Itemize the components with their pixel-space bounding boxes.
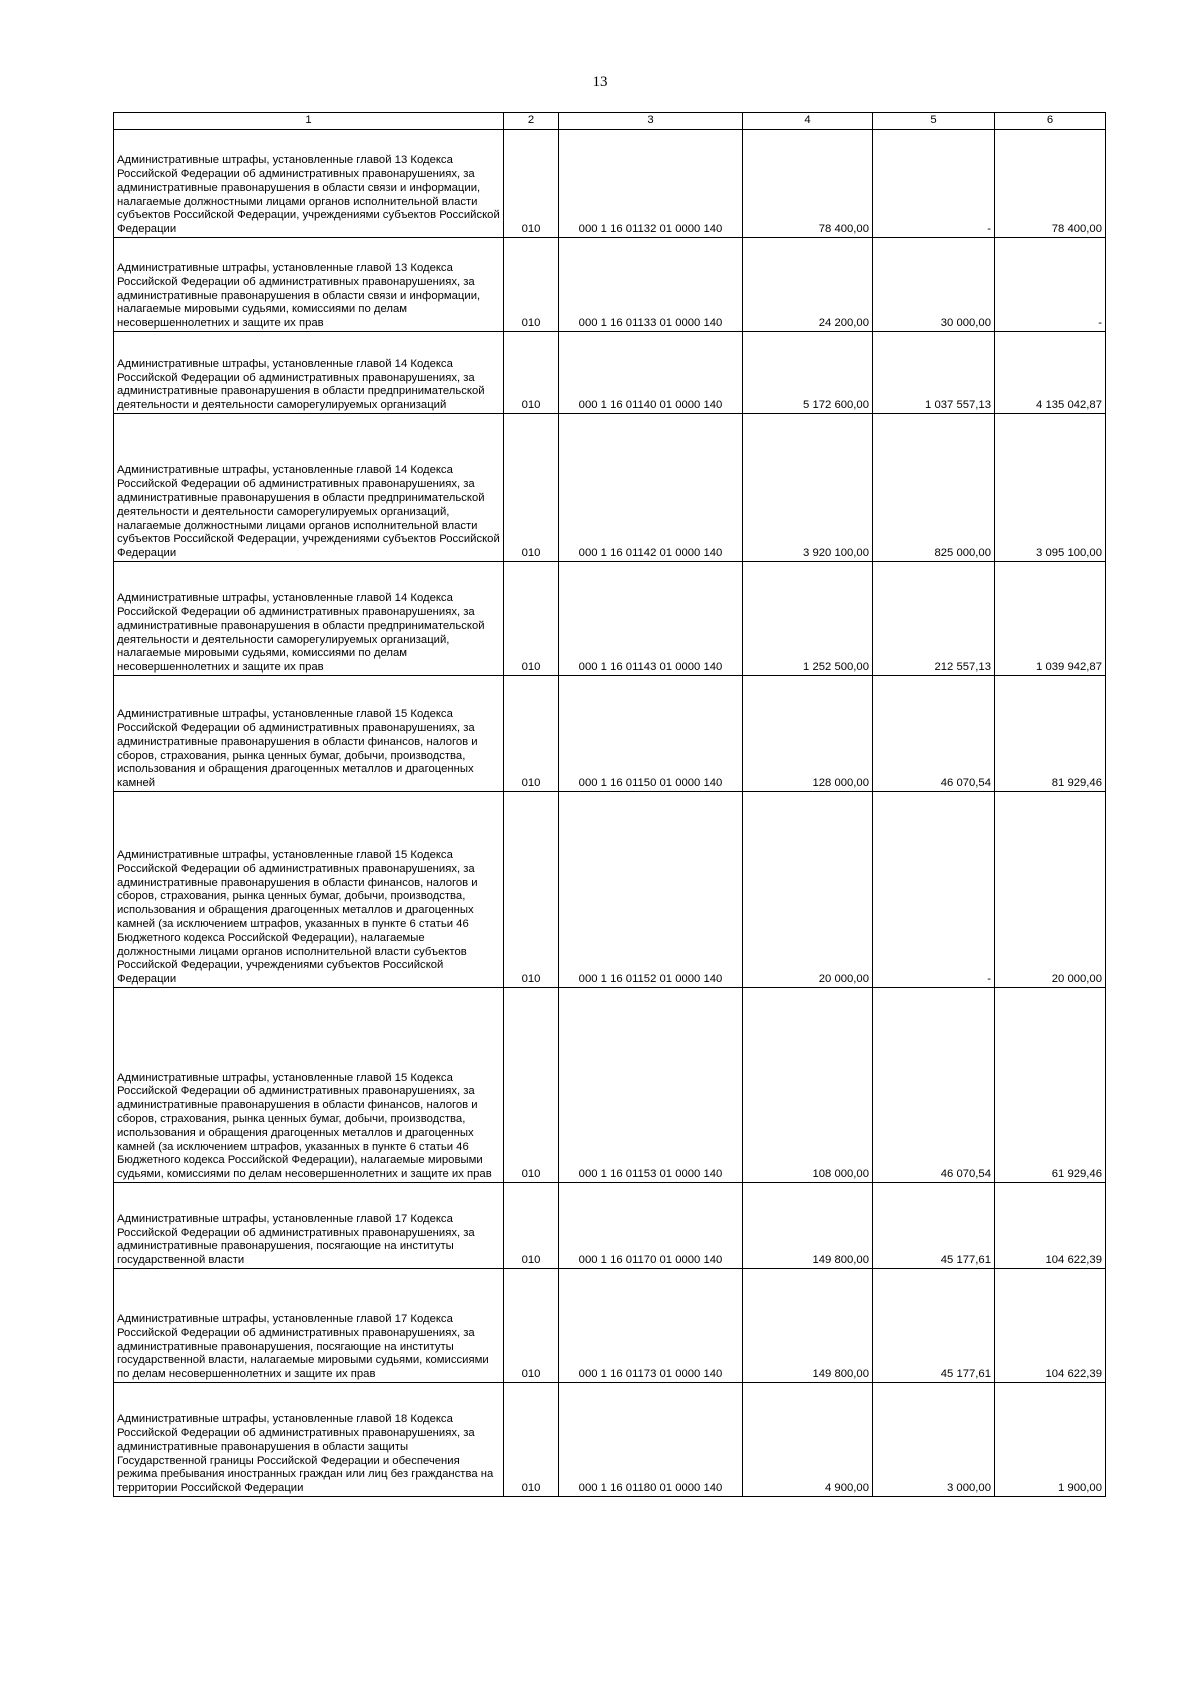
row-col5: 46 070,54	[873, 988, 995, 1183]
table-row	[114, 238, 1106, 332]
row-col6: 104 622,39	[995, 1183, 1106, 1269]
row-col4: 3 920 100,00	[743, 414, 873, 562]
budget-table	[113, 112, 1106, 1497]
row-col6: 81 929,46	[995, 676, 1106, 792]
row-name: Административные штрафы, установленные главой 17 Кодекса Российской Федерации об административных правонарушениях, за административные правонарушения, посягающие на институты государственной власти	[114, 1183, 504, 1269]
row-name: Административные штрафы, установленные главой 15 Кодекса Российской Федерации об административных правонарушениях, за административные правонарушения в области финансов, налогов и сборов, страхования, рынка ценных бумаг, добычи, производства, использования и обращения драгоценных металлов и драгоценных камней (за исключением штрафов, указанных в пункте 6 статьи 46 Бюджетного кодекса Российской Федерации), налагаемые должностными лицами органов исполнительной власти субъектов Российской Федерации, учреждениями субъектов Российской Федерации	[114, 792, 504, 988]
row-code: 010	[504, 238, 559, 332]
row-col6: 61 929,46	[995, 988, 1106, 1183]
table-body	[114, 130, 1106, 1497]
table-header	[114, 113, 1106, 130]
row-col6: 1 039 942,87	[995, 562, 1106, 676]
row-code: 010	[504, 1269, 559, 1383]
row-name: Административные штрафы, установленные главой 14 Кодекса Российской Федерации об административных правонарушениях, за административные правонарушения в области предпринимательской деятельности и деятельности саморегулируемых организаций, налагаемые мировыми судьями, комиссиями по делам несовершеннолетних и защите их прав	[114, 562, 504, 676]
row-kbk: 000 1 16 01132 01 0000 140	[559, 130, 743, 238]
row-col4: 108 000,00	[743, 988, 873, 1183]
row-col5: 46 070,54	[873, 676, 995, 792]
row-kbk: 000 1 16 01173 01 0000 140	[559, 1269, 743, 1383]
row-col6: 20 000,00	[995, 792, 1106, 988]
header-col-4: 4	[743, 113, 873, 130]
table-row	[114, 676, 1106, 792]
row-col4: 5 172 600,00	[743, 332, 873, 414]
page-number: 13	[592, 74, 608, 90]
row-col6: 3 095 100,00	[995, 414, 1106, 562]
header-col-5: 5	[873, 113, 995, 130]
table-row	[114, 1269, 1106, 1383]
row-code: 010	[504, 562, 559, 676]
row-kbk: 000 1 16 01142 01 0000 140	[559, 414, 743, 562]
row-kbk: 000 1 16 01150 01 0000 140	[559, 676, 743, 792]
row-kbk: 000 1 16 01153 01 0000 140	[559, 988, 743, 1183]
row-col5: 825 000,00	[873, 414, 995, 562]
row-code: 010	[504, 1383, 559, 1497]
row-kbk: 000 1 16 01170 01 0000 140	[559, 1183, 743, 1269]
row-code: 010	[504, 676, 559, 792]
row-col6: 4 135 042,87	[995, 332, 1106, 414]
row-col6: -	[995, 238, 1106, 332]
row-col5: -	[873, 792, 995, 988]
row-code: 010	[504, 414, 559, 562]
row-name: Административные штрафы, установленные главой 13 Кодекса Российской Федерации об административных правонарушениях, за административные правонарушения в области связи и информации, налагаемые мировыми судьями, комиссиями по делам несовершеннолетних и защите их прав	[114, 238, 504, 332]
row-kbk: 000 1 16 01180 01 0000 140	[559, 1383, 743, 1497]
row-code: 010	[504, 988, 559, 1183]
row-col5: 30 000,00	[873, 238, 995, 332]
row-col4: 1 252 500,00	[743, 562, 873, 676]
table-row	[114, 792, 1106, 988]
table-row	[114, 1183, 1106, 1269]
row-col5: 212 557,13	[873, 562, 995, 676]
row-col4: 4 900,00	[743, 1383, 873, 1497]
header-col-6: 6	[995, 113, 1106, 130]
row-col4: 128 000,00	[743, 676, 873, 792]
row-col5: 3 000,00	[873, 1383, 995, 1497]
header-row	[114, 113, 1106, 130]
row-code: 010	[504, 1183, 559, 1269]
row-col6: 104 622,39	[995, 1269, 1106, 1383]
row-name: Административные штрафы, установленные главой 13 Кодекса Российской Федерации об административных правонарушениях, за административные правонарушения в области связи и информации, налагаемые должностными лицами органов исполнительной власти субъектов Российской Федерации, учреждениями субъектов Российской Федерации	[114, 130, 504, 238]
row-kbk: 000 1 16 01143 01 0000 140	[559, 562, 743, 676]
row-col4: 149 800,00	[743, 1183, 873, 1269]
row-name: Административные штрафы, установленные главой 14 Кодекса Российской Федерации об административных правонарушениях, за административные правонарушения в области предпринимательской деятельности и деятельности саморегулируемых организаций, налагаемые должностными лицами органов исполнительной власти субъектов Российской Федерации, учреждениями субъектов Российской Федерации	[114, 414, 504, 562]
row-name: Административные штрафы, установленные главой 15 Кодекса Российской Федерации об административных правонарушениях, за административные правонарушения в области финансов, налогов и сборов, страхования, рынка ценных бумаг, добычи, производства, использования и обращения драгоценных металлов и драгоценных камней	[114, 676, 504, 792]
row-code: 010	[504, 332, 559, 414]
row-kbk: 000 1 16 01152 01 0000 140	[559, 792, 743, 988]
row-col6: 78 400,00	[995, 130, 1106, 238]
row-col4: 20 000,00	[743, 792, 873, 988]
row-col5: 45 177,61	[873, 1269, 995, 1383]
table-row	[114, 562, 1106, 676]
row-col4: 24 200,00	[743, 238, 873, 332]
row-col5: 45 177,61	[873, 1183, 995, 1269]
table-row	[114, 130, 1106, 238]
row-col5: -	[873, 130, 995, 238]
table-row	[114, 988, 1106, 1183]
row-code: 010	[504, 792, 559, 988]
row-name: Административные штрафы, установленные главой 17 Кодекса Российской Федерации об административных правонарушениях, за административные правонарушения, посягающие на институты государственной власти, налагаемые мировыми судьями, комиссиями по делам несовершеннолетних и защите их прав	[114, 1269, 504, 1383]
row-col4: 149 800,00	[743, 1269, 873, 1383]
table-row	[114, 414, 1106, 562]
header-col-1: 1	[114, 113, 504, 130]
row-code: 010	[504, 130, 559, 238]
row-name: Административные штрафы, установленные главой 15 Кодекса Российской Федерации об административных правонарушениях, за административные правонарушения в области финансов, налогов и сборов, страхования, рынка ценных бумаг, добычи, производства, использования и обращения драгоценных металлов и драгоценных камней (за исключением штрафов, указанных в пункте 6 статьи 46 Бюджетного кодекса Российской Федерации), налагаемые мировыми судьями, комиссиями по делам несовершеннолетних и защите их прав	[114, 988, 504, 1183]
row-col4: 78 400,00	[743, 130, 873, 238]
row-kbk: 000 1 16 01133 01 0000 140	[559, 238, 743, 332]
header-col-3: 3	[559, 113, 743, 130]
row-kbk: 000 1 16 01140 01 0000 140	[559, 332, 743, 414]
row-name: Административные штрафы, установленные главой 18 Кодекса Российской Федерации об административных правонарушениях, за административные правонарушения в области защиты Государственной границы Российской Федерации и обеспечения режима пребывания иностранных граждан или лиц без гражданства на территории Российской Федерации	[114, 1383, 504, 1497]
row-name: Административные штрафы, установленные главой 14 Кодекса Российской Федерации об административных правонарушениях, за административные правонарушения в области предпринимательской деятельности и деятельности саморегулируемых организаций	[114, 332, 504, 414]
table-row	[114, 1383, 1106, 1497]
header-col-2: 2	[504, 113, 559, 130]
table-row	[114, 332, 1106, 414]
row-col5: 1 037 557,13	[873, 332, 995, 414]
row-col6: 1 900,00	[995, 1383, 1106, 1497]
